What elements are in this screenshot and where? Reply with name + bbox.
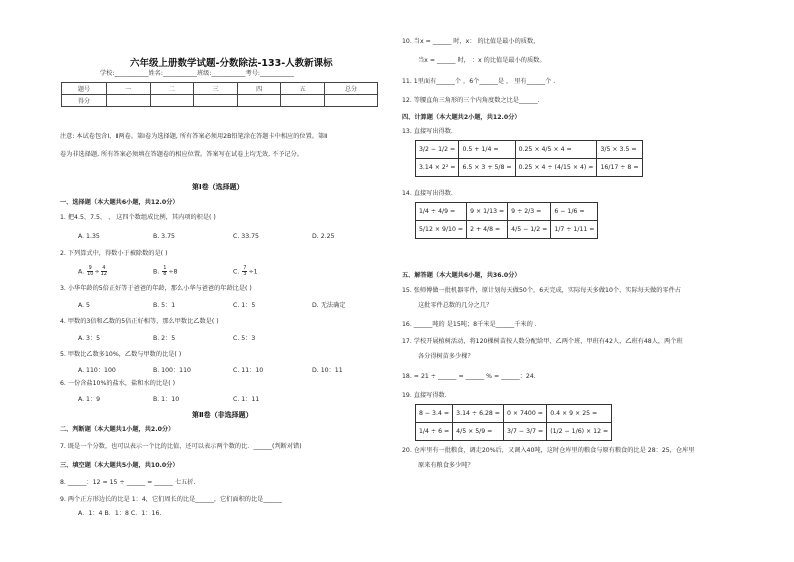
section5-title: 五、解答题（本大题共6小题，共36.0分）: [402, 272, 521, 279]
calc-cell: 0.25 × 4 ÷ (4/15 × 4) =: [515, 159, 597, 177]
q2-option-c[interactable]: C. $\frac{7}{3}$ ÷1: [233, 265, 258, 277]
cell: 四: [237, 83, 281, 95]
calc-cell: (1/2 − 1/6) × 12 =: [547, 423, 612, 441]
q3-option-d[interactable]: D. 无法确定: [312, 302, 346, 309]
score-row-values: [62, 95, 378, 107]
q1-option-b[interactable]: B. 3.75: [153, 233, 175, 240]
cell: 三: [194, 83, 238, 95]
calc-cell: 4/5 × 5/9 =: [453, 423, 504, 441]
part1-title: 第Ⅰ卷（选择题）: [192, 183, 244, 191]
question-9: 9. 两个正方形边长的比是 1：4，它们周长的比是______，它们面积的比是______: [60, 496, 282, 503]
section1-title: 一、选择题（本大题共6小题，共12.0分）: [60, 199, 179, 206]
question-20a: 20. 仓库里有一批粮食，调走20%后，又调入40吨，这时仓库里的粮食与原有粮食的比是 28：25，仓库里: [402, 447, 695, 454]
q2-option-b-label: B.: [153, 268, 160, 276]
student-info: 学校:___________姓名:___________班级:___________考号:___________: [100, 70, 294, 77]
question-11: 11. 1里面有______个 ，6个______是 ， 里有______个 .: [402, 78, 556, 85]
question-15a: 15. 张师傅做一批机器零件，原计划每天做50个，6天完成，实际每天多做10个，实际每天做的零件占: [402, 287, 681, 294]
cell[interactable]: [107, 95, 151, 107]
calc-cell: 9 ÷ 2/3 =: [508, 203, 551, 221]
calc-cell: 3.14 ÷ 6.28 =: [453, 405, 504, 423]
cell: 五: [281, 83, 325, 95]
calc-cell: 1/4 ÷ 4/9 =: [416, 203, 467, 221]
question-6: 6. 一份含盐10%的盐水，盐和水的比是( ): [60, 380, 176, 387]
q2-option-b[interactable]: B. $\frac{1}{8}$ ÷8: [153, 265, 178, 277]
fraction: $\frac{1}{8}$: [163, 265, 167, 277]
q6-option-b[interactable]: B. 1：10: [153, 396, 180, 403]
calc-cell: 9 × 1/13 =: [467, 203, 508, 221]
section3-title: 三、填空题（本大题共5小题，共10.0分）: [60, 462, 179, 469]
q5-option-a[interactable]: A. 110：100: [78, 367, 116, 374]
calc-cell: 3/2 − 1/2 =: [416, 141, 459, 159]
q1-option-d[interactable]: D. 2.25: [312, 233, 335, 240]
q6-option-c[interactable]: C. 1：11: [233, 396, 260, 403]
calc-cell: 3/7 − 3/7 =: [504, 423, 547, 441]
fraction: $\frac{7}{3}$: [243, 265, 247, 277]
cell[interactable]: [150, 95, 194, 107]
calc-cell: 16/17 ÷ 8 =: [597, 159, 642, 177]
fraction: $\frac{9}{10}$: [87, 265, 94, 277]
q2-option-c-label: C.: [233, 268, 240, 276]
question-10a: 10. 当x = ______ 时，x： 的比值是最小的质数，: [402, 38, 540, 45]
q4-option-b[interactable]: B. 2：5: [153, 335, 176, 342]
calc-row: [416, 221, 598, 239]
cell: 得分: [62, 95, 107, 107]
cell: 二: [150, 83, 194, 95]
q2-option-a[interactable]: A. $\frac{9}{10}$ ÷ $\frac{4}{12}$: [78, 265, 107, 277]
calc-row: [416, 405, 612, 423]
calc-table-19: [415, 404, 612, 441]
score-table: [61, 82, 378, 107]
q3-option-c[interactable]: C. 1：5: [233, 302, 256, 309]
calc-cell: 0 × 7400 =: [504, 405, 547, 423]
q9-options: A．1：4 B．1：8 C．1：16.: [78, 510, 162, 517]
calc-row: [416, 141, 643, 159]
question-1: 1. 把4.5、7.5、 、 这四个数组成比例，其内项的积是( ): [60, 214, 216, 221]
question-19: 19. 直接写得数.: [402, 392, 447, 399]
q5-option-b[interactable]: B. 100：110: [153, 367, 191, 374]
q1-option-c[interactable]: C. 33.75: [233, 233, 259, 240]
cell: 题号: [62, 83, 107, 95]
q4-option-a[interactable]: A. 3：5: [78, 335, 101, 342]
calc-table-14: [415, 202, 598, 239]
notice-line-2: 卷为非选择题, 所有答案必须填在答题卷的相应位置。答案写在试卷上均无效, 不予记分。: [60, 151, 303, 158]
cell[interactable]: [281, 95, 325, 107]
question-5: 5. 甲数比乙数多10%，乙数与甲数的比是( ): [60, 351, 182, 358]
calc-cell: 5/12 × 9/10 =: [416, 221, 467, 239]
calc-cell: 0.25 × 4/5 × 4 =: [515, 141, 597, 159]
calc-cell: 2 + 4/8 =: [467, 221, 508, 239]
calc-cell: 6.5 × 3 + 5/8 =: [459, 159, 515, 177]
part2-title: 第Ⅱ卷（非选择题）: [192, 411, 253, 419]
calc-cell: 1/7 ÷ 1/11 =: [551, 221, 598, 239]
calc-cell: 1/4 ÷ 6 =: [416, 423, 453, 441]
question-4: 4. 甲数的3倍和乙数的5倍正好相等，那么甲数比乙数是( ): [60, 318, 219, 325]
calc-row: [416, 203, 598, 221]
calc-cell: 0.4 × 9 × 25 =: [547, 405, 612, 423]
section4-title: 四、计算题（本大题共2小题，共12.0分）: [402, 114, 521, 121]
section2-title: 二、判断题（本大题共1小题，共2.0分）: [60, 426, 175, 433]
question-16: 16. ______吨的 是15吨；8千米是______千米的 .: [402, 321, 537, 328]
q5-option-d[interactable]: D. 10：11: [312, 367, 343, 374]
question-14: 14. 直接写出得数.: [402, 190, 453, 197]
cell[interactable]: [194, 95, 238, 107]
calc-cell: 6 − 1/6 =: [551, 203, 598, 221]
question-3: 3. 小华年龄的5倍正好等于爸爸的年龄，那么小华与爸爸的年龄比是( ): [60, 285, 252, 292]
cell[interactable]: [237, 95, 281, 107]
question-12: 12. 等腰直角三角形的三个内角度数之比是______．: [402, 97, 544, 104]
q3-option-a[interactable]: A. 5: [78, 302, 90, 309]
q3-option-b[interactable]: B. 5：1: [153, 302, 176, 309]
calc-cell: 8 − 3.4 =: [416, 405, 453, 423]
notice-line-1: 注意: 本试卷包含Ⅰ、Ⅱ两卷。第Ⅰ卷为选择题, 所有答案必须用2B铅笔涂在答题卡中相应的位置。第Ⅱ: [60, 133, 328, 140]
calc-cell: 3/5 × 3.5 =: [597, 141, 642, 159]
q2-option-a-label: A.: [78, 268, 85, 276]
question-20b: 原来有粮食多少吨？: [418, 462, 474, 469]
cell: 一: [107, 83, 151, 95]
question-7: 7. 既是一个分数，也可以表示一个比的比值，还可以表示两个数的比．______(判断对错): [60, 443, 302, 450]
calc-row: [416, 159, 643, 177]
calc-cell: 0.5 + 1/4 =: [459, 141, 515, 159]
question-10b: 当x = ______ 时， ：x 的比值是最小的质数。: [418, 57, 546, 64]
fraction: $\frac{4}{12}$: [100, 265, 107, 277]
question-13: 13. 直接写出得数.: [402, 128, 453, 135]
score-row-header: [62, 83, 378, 95]
q6-option-a[interactable]: A. 1：9: [78, 396, 101, 403]
question-17b: 各分得树苗多少棵？: [418, 353, 474, 360]
question-17a: 17. 学校开展植树活动，将120棵树苗按人数分配给甲、乙两个班，甲班有42人，乙班有48人，两个班: [402, 338, 683, 345]
q5-option-c[interactable]: C. 11：10: [233, 367, 264, 374]
cell[interactable]: [325, 95, 378, 107]
question-2: 2. 下列算式中，得数小于被除数的是( ): [60, 250, 168, 257]
calc-cell: 3.14 × 2² =: [416, 159, 459, 177]
question-18: 18. = 21 ÷ ______ = ______ % = ______：24.: [402, 373, 536, 380]
page-title: 六年级上册数学试题-分数除法-133-人教新课标: [130, 58, 333, 69]
calc-cell: 4/5 − 1/2 =: [508, 221, 551, 239]
question-15b: 这批零件总数的几分之几？: [418, 302, 493, 309]
cell: 总分: [325, 83, 378, 95]
calc-row: [416, 423, 612, 441]
q1-option-a[interactable]: A. 1.35: [78, 233, 100, 240]
q4-option-c[interactable]: C. 5：3: [233, 335, 256, 342]
calc-table-13: [415, 140, 643, 177]
question-8: 8. ______：12 = 15 ÷ ______ = ______ 七五折.: [60, 479, 196, 486]
